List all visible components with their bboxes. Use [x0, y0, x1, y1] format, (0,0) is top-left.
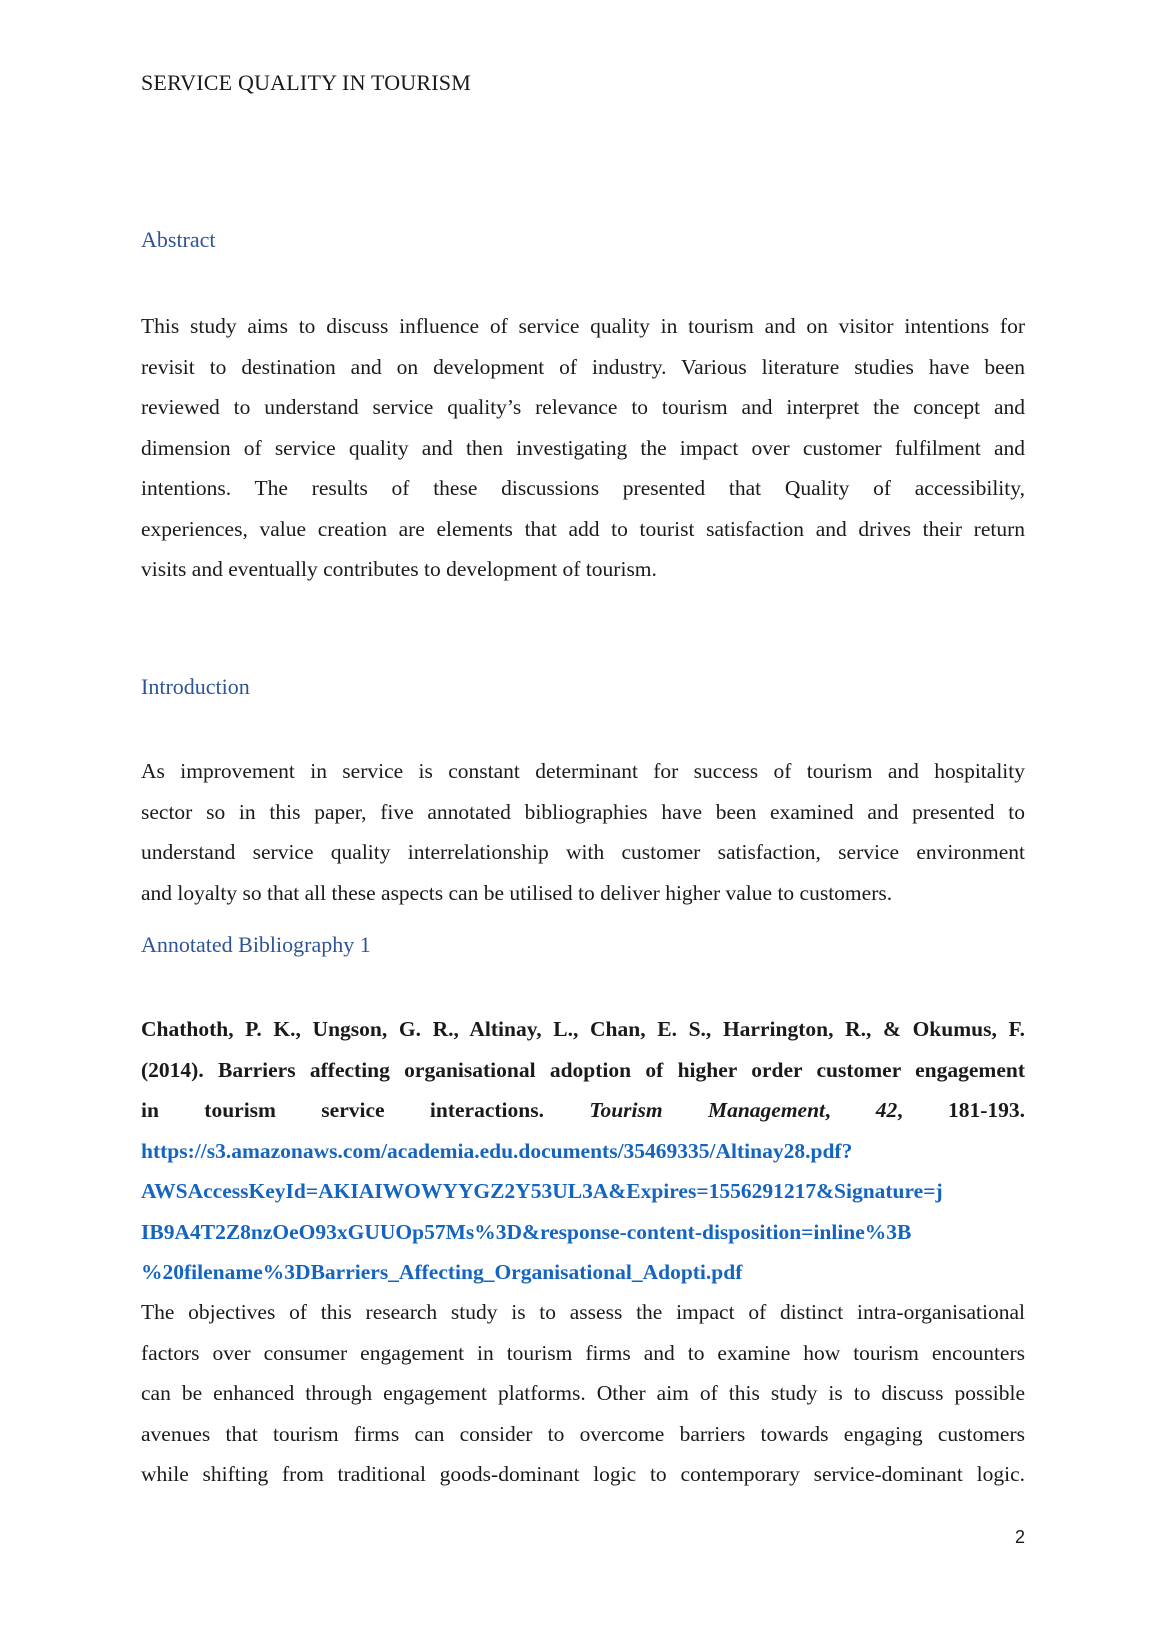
citation-word: interactions. [429, 1098, 544, 1122]
summary-line: The objectives of this research study is to assess the impact of distinct intra-organisational [141, 1300, 1025, 1324]
citation-pages: 181-193. [947, 1098, 1026, 1122]
introduction-heading: Introduction [141, 674, 250, 699]
citation-url-link[interactable]: AWSAccessKeyId=AKIAIWOWYYGZ2Y53UL3A&Expires=1556291217&Signature=j [141, 1179, 943, 1203]
page-number: 2 [1014, 1527, 1025, 1547]
summary-line: while shifting from traditional goods-dominant logic to contemporary service-dominant logic. [141, 1462, 1025, 1486]
abstract-line: reviewed to understand service quality’s relevance to tourism and interpret the concept and [141, 395, 1025, 419]
citation-volume: 42 [875, 1098, 898, 1122]
citation-word: in [141, 1098, 159, 1122]
introduction-line: sector so in this paper, five annotated bibliographies have been examined and presented to [141, 799, 1025, 824]
abstract-line: intentions. The results of these discussions presented that Quality of accessibility, [141, 476, 1025, 500]
introduction-line: As improvement in service is constant determinant for success of tourism and hospitality [141, 759, 1025, 783]
summary-line: can be enhanced through engagement platforms. Other aim of this study is to discuss possible [141, 1381, 1025, 1405]
citation-word: service [321, 1098, 385, 1122]
introduction-line: understand service quality interrelationship with customer satisfaction, service environment [141, 840, 1025, 864]
introduction-paragraph [141, 751, 1025, 913]
bibliography-1-summary [141, 1292, 1025, 1495]
abstract-line: visits and eventually contributes to development of tourism. [141, 557, 657, 581]
running-head: SERVICE QUALITY IN TOURISM [141, 70, 471, 95]
abstract-paragraph [141, 306, 1025, 590]
citation-url-link[interactable]: IB9A4T2Z8nzOeO93xGUUOp57Ms%3D&response-content-disposition=inline%3B [141, 1219, 912, 1244]
summary-line: avenues that tourism firms can consider to overcome barriers towards engaging customers [141, 1421, 1025, 1446]
citation-journal: Tourism [589, 1098, 663, 1122]
abstract-line: This study aims to discuss influence of service quality in tourism and on visitor intentions for [141, 314, 1025, 338]
abstract-line: dimension of service quality and then investigating the impact over customer fulfilment and [141, 435, 1025, 460]
citation-url-link[interactable]: %20filename%3DBarriers_Affecting_Organisational_Adopti.pdf [141, 1260, 743, 1284]
abstract-line: experiences, value creation are elements that add to tourist satisfaction and drives their return [141, 516, 1025, 541]
citation-authors: Chathoth, P. K., Ungson, G. R., Altinay, L., Chan, E. S., Harrington, R., & Okumus, F. [141, 1017, 1025, 1041]
citation-journal-2: Management [707, 1098, 826, 1122]
abstract-line: revisit to destination and on development of industry. Various literature studies have been [141, 354, 1025, 379]
bibliography-1-heading: Annotated Bibliography 1 [141, 932, 371, 957]
citation-source-line: in tourism service interactions. Tourism Management, 42, 181-193. [141, 1098, 1026, 1122]
introduction-line: and loyalty so that all these aspects can be utilised to deliver higher value to customers. [141, 880, 893, 905]
abstract-heading: Abstract [141, 227, 216, 252]
citation-word: tourism [204, 1098, 276, 1122]
citation-url-link[interactable]: https://s3.amazonaws.com/academia.edu.documents/35469335/Altinay28.pdf? [141, 1138, 853, 1163]
bibliography-1-citation [141, 1009, 1025, 1293]
summary-line: factors over consumer engagement in tourism firms and to examine how tourism encounters [141, 1340, 1025, 1365]
citation-title: (2014). Barriers affecting organisational adoption of higher order customer engagement [141, 1057, 1025, 1082]
